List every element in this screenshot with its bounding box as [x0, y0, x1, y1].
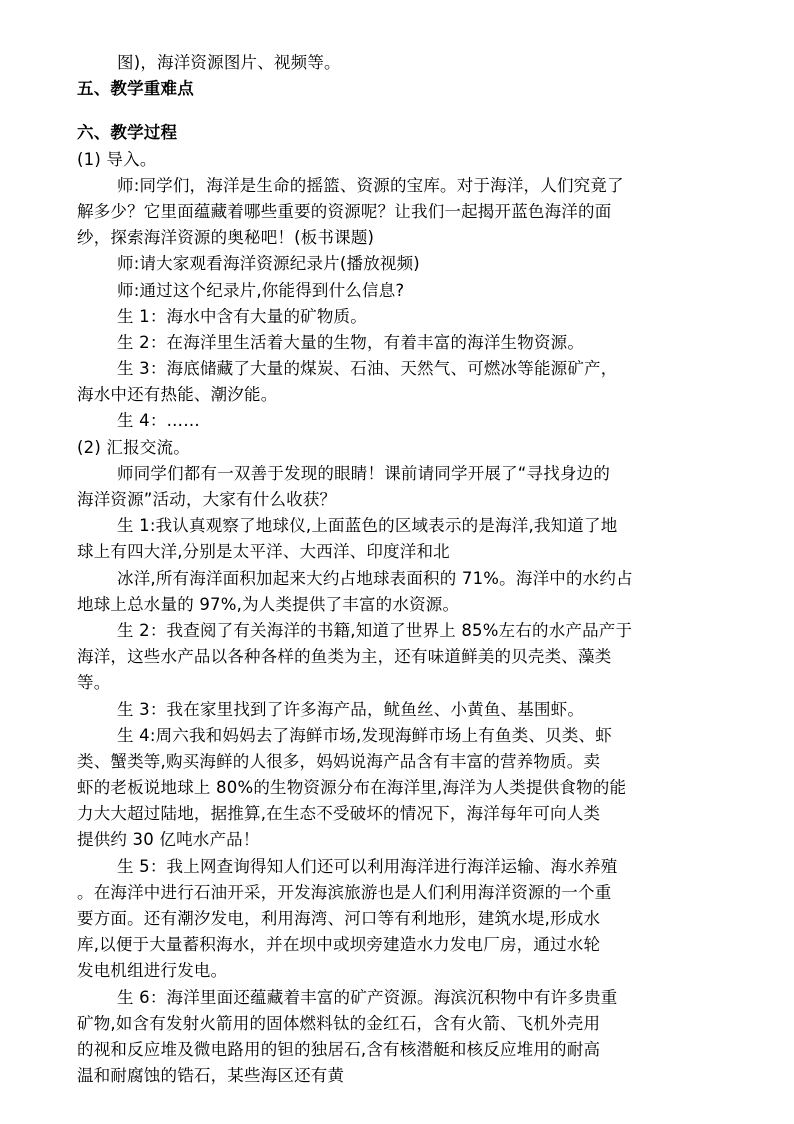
paragraph-line: 生 2：我查阅了有关海洋的书籍,知道了世界上 85%左右的水产品产于: [117, 620, 633, 640]
paragraph-report-student-2: [77, 618, 717, 697]
paragraph-line: 师同学们都有一双善于发现的眼睛！课前请同学开展了“寻找身边的: [117, 463, 611, 483]
paragraph-line: 师:同学们，海洋是生命的摇篮、资源的宝库。对于海洋，人们究竟了: [117, 175, 624, 195]
paragraph-line: 。在海洋中进行石油开采，开发海滨旅游也是人们利用海洋资源的一个重: [77, 882, 612, 902]
paragraph-line: 海洋资源”活动，大家有什么收获？: [77, 490, 337, 509]
paragraph-teacher-intro: [77, 173, 717, 252]
paragraph-line: 海水中还有热能、潮汐能。: [77, 385, 278, 405]
paragraph-line: 虾的老板说地球上 80%的生物资源分布在海洋里,海洋为人类提供食物的能: [77, 778, 627, 798]
section-heading-process: 六、教学过程: [77, 123, 178, 143]
paragraph-line: 力大大超过陆地，据推算,在生态不受破坏的情况下，海洋每年可向人类: [77, 804, 601, 824]
document-body: [77, 50, 717, 1089]
paragraph-line: 解多少？它里面蕴藏着哪些重要的资源呢？让我们一起揭开蓝色海洋的面: [77, 201, 612, 221]
step-label-report: (2) 汇报交流。: [77, 437, 190, 457]
paragraph-line: 生 4:周六我和妈妈去了海鲜市场,发现海鲜市场上有鱼类、贝类、虾: [117, 725, 612, 745]
paragraph-report-student-1: [77, 513, 717, 565]
paragraph-line: 地球上总水量的 97%,为人类提供了丰富的水资源。: [77, 594, 460, 614]
paragraph-line: 等。: [77, 673, 111, 693]
paragraph-line: 生 5：我上网查询得知人们还可以利用海洋进行海洋运输、海水养殖: [117, 856, 618, 876]
paragraph-student-1: 生 1：海水中含有大量的矿物质。: [117, 306, 367, 326]
paragraph-line: 库,以便于大量蓄积海水，并在坝中或坝旁建造水力发电厂房，通过水轮: [77, 935, 601, 955]
paragraph-line: 矿物,如含有发射火箭用的固体燃料钛的金红石，含有火箭、飞机外壳用: [77, 1013, 601, 1033]
paragraph-student-3: [77, 356, 717, 408]
paragraph-line: 类、蟹类等,购买海鲜的人很多，妈妈说海产品含有丰富的营养物质。卖: [77, 751, 601, 771]
paragraph-report-student-3: 生 3：我在家里找到了许多海产品，鱿鱼丝、小黄鱼、基围虾。: [117, 699, 585, 719]
paragraph-report-student-4: [77, 723, 717, 854]
paragraph-student-2: 生 2：在海洋里生活着大量的生物，有着丰富的海洋生物资源。: [117, 332, 585, 352]
paragraph-report-student-6: [77, 985, 717, 1090]
paragraph-teacher-question: 师:通过这个纪录片,你能得到什么信息?: [117, 280, 405, 300]
paragraph-line: 球上有四大洋,分别是太平洋、大西洋、印度洋和北: [77, 542, 450, 562]
paragraph-student-4: 生 4：……: [117, 411, 200, 431]
carryover-line: 图)，海洋资源图片、视频等。: [117, 53, 341, 72]
paragraph-report-student-1-cont: [77, 566, 717, 618]
paragraph-line: 温和耐腐蚀的锆石，某些海区还有黄: [77, 1066, 345, 1086]
paragraph-teacher-video: 师:请大家观看海洋资源纪录片(播放视频): [117, 254, 420, 274]
paragraph-line: 生 6：海洋里面还蕴藏着丰富的矿产资源。海滨沉积物中有许多贵重: [117, 987, 618, 1007]
paragraph-report-student-5: [77, 854, 717, 985]
section-heading-difficulties: 五、教学重难点: [77, 79, 194, 99]
paragraph-line: 生 1:我认真观察了地球仪,上面蓝色的区域表示的是海洋,我知道了地: [117, 516, 618, 536]
paragraph-line: 海洋，这些水产品以各种各样的鱼类为主，还有味道鲜美的贝壳类、藻类: [77, 647, 612, 667]
paragraph-line: 要方面。还有潮汐发电，利用海湾、河口等有利地形，建筑水堤,形成水: [77, 909, 601, 928]
paragraph-line: 发电机组进行发电。: [77, 961, 228, 981]
section-gap: [77, 102, 717, 120]
paragraph-teacher-report: [77, 461, 717, 513]
paragraph-line: 纱，探索海洋资源的奥秘吧！(板书课题): [77, 228, 375, 248]
paragraph-line: 冰洋,所有海洋面积加起来大约占地球表面积的 71%。海洋中的水约占: [117, 568, 633, 588]
paragraph-line: 的视和反应堆及微电路用的钽的独居石,含有核潜艇和核反应堆用的耐高: [77, 1039, 601, 1059]
step-label-intro: (1) 导入。: [77, 149, 157, 169]
paragraph-line: 提供约 30 亿吨水产品！: [77, 830, 260, 850]
paragraph-line: 生 3：海底储藏了大量的煤炭、石油、天然气、可燃冰等能源矿产，: [117, 359, 618, 379]
